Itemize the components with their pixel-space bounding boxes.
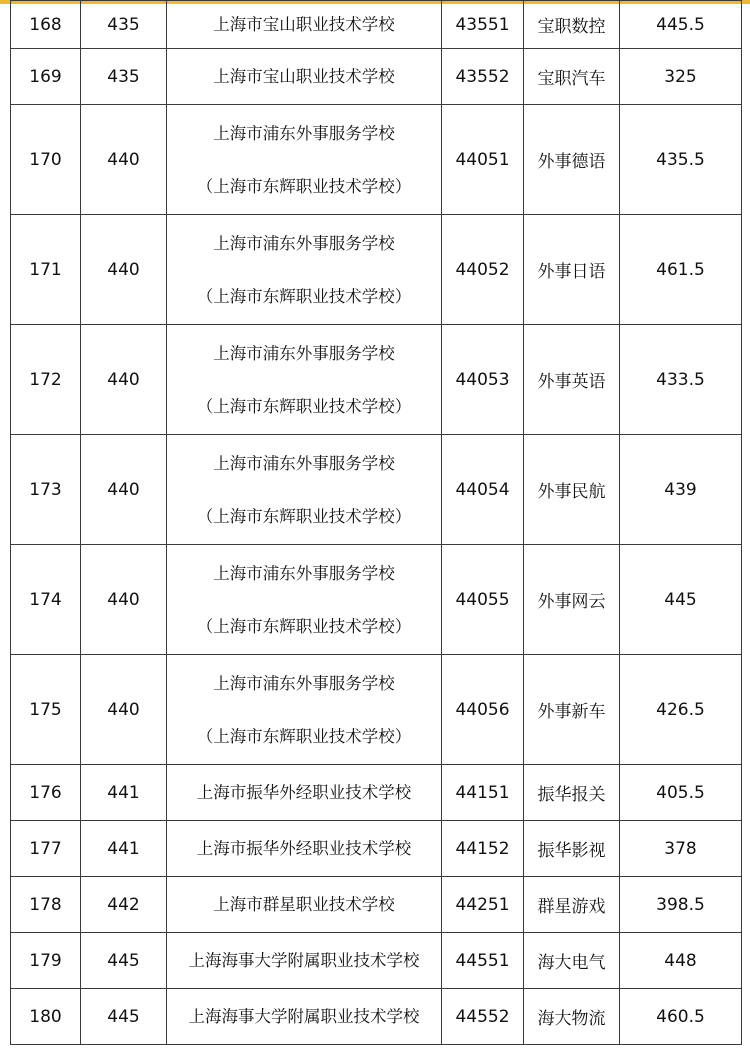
major-name-cell: 海大电气 bbox=[524, 933, 620, 989]
major-code-cell: 44151 bbox=[442, 765, 524, 821]
school-name-line: 上海市浦东外事服务学校 bbox=[213, 453, 395, 473]
school-name-line: 上海市浦东外事服务学校 bbox=[213, 673, 395, 693]
school-name-cell bbox=[167, 655, 442, 765]
admission-score-cell: 460.5 bbox=[620, 989, 742, 1045]
table-row bbox=[11, 765, 742, 821]
table-row bbox=[11, 989, 742, 1045]
school-name-cell bbox=[167, 435, 442, 545]
admission-score-cell: 426.5 bbox=[620, 655, 742, 765]
row-number-cell: 171 bbox=[11, 215, 81, 325]
school-code-cell: 435 bbox=[81, 1, 167, 49]
major-name-cell: 群星游戏 bbox=[524, 877, 620, 933]
table-row bbox=[11, 1, 742, 49]
row-number-cell: 174 bbox=[11, 545, 81, 655]
school-name-cell bbox=[167, 215, 442, 325]
admission-score-cell: 439 bbox=[620, 435, 742, 545]
school-code-cell: 440 bbox=[81, 215, 167, 325]
major-code-cell: 44054 bbox=[442, 435, 524, 545]
major-name-cell: 宝职数控 bbox=[524, 1, 620, 49]
admission-score-cell: 405.5 bbox=[620, 765, 742, 821]
school-code-cell: 435 bbox=[81, 49, 167, 105]
school-code-cell: 440 bbox=[81, 325, 167, 435]
admission-score-cell: 445 bbox=[620, 545, 742, 655]
school-code-cell: 445 bbox=[81, 933, 167, 989]
admission-score-cell: 325 bbox=[620, 49, 742, 105]
major-code-cell: 44052 bbox=[442, 215, 524, 325]
row-number-cell: 177 bbox=[11, 821, 81, 877]
school-name-line: 上海市振华外经职业技术学校 bbox=[196, 839, 412, 858]
row-number-cell: 168 bbox=[11, 1, 81, 49]
table-body bbox=[11, 1, 742, 1045]
school-name-line: 上海海事大学附属职业技术学校 bbox=[188, 1007, 420, 1026]
school-code-cell: 440 bbox=[81, 545, 167, 655]
school-name-line: 上海市浦东外事服务学校 bbox=[213, 233, 395, 253]
major-name-cell: 宝职汽车 bbox=[524, 49, 620, 105]
table-row bbox=[11, 435, 742, 545]
major-code-cell: 44056 bbox=[442, 655, 524, 765]
school-name-cell bbox=[167, 105, 442, 215]
school-name-line: 上海市浦东外事服务学校 bbox=[213, 343, 395, 363]
admission-score-cell: 445.5 bbox=[620, 1, 742, 49]
school-name-cell bbox=[167, 545, 442, 655]
school-name-cell bbox=[167, 877, 442, 933]
admission-score-table bbox=[10, 0, 742, 1045]
table-row bbox=[11, 655, 742, 765]
school-code-cell: 440 bbox=[81, 655, 167, 765]
major-name-cell: 外事新车 bbox=[524, 655, 620, 765]
row-number-cell: 170 bbox=[11, 105, 81, 215]
school-name-line: 上海海事大学附属职业技术学校 bbox=[188, 951, 420, 970]
major-name-cell: 外事网云 bbox=[524, 545, 620, 655]
school-code-cell: 441 bbox=[81, 765, 167, 821]
school-alt-name-line: （上海市东辉职业技术学校） bbox=[196, 506, 412, 526]
school-name-cell bbox=[167, 1, 442, 49]
table-row bbox=[11, 325, 742, 435]
school-alt-name-line: （上海市东辉职业技术学校） bbox=[196, 726, 412, 746]
major-code-cell: 44055 bbox=[442, 545, 524, 655]
admission-score-cell: 378 bbox=[620, 821, 742, 877]
school-name-cell bbox=[167, 49, 442, 105]
table-row bbox=[11, 821, 742, 877]
major-code-cell: 44053 bbox=[442, 325, 524, 435]
major-name-cell: 外事民航 bbox=[524, 435, 620, 545]
table-row bbox=[11, 933, 742, 989]
row-number-cell: 172 bbox=[11, 325, 81, 435]
major-name-cell: 振华报关 bbox=[524, 765, 620, 821]
major-name-cell: 海大物流 bbox=[524, 989, 620, 1045]
major-name-cell: 振华影视 bbox=[524, 821, 620, 877]
major-name-cell: 外事德语 bbox=[524, 105, 620, 215]
school-code-cell: 442 bbox=[81, 877, 167, 933]
school-alt-name-line: （上海市东辉职业技术学校） bbox=[196, 616, 412, 636]
school-name-line: 上海市群星职业技术学校 bbox=[213, 895, 395, 914]
admission-score-cell: 435.5 bbox=[620, 105, 742, 215]
major-name-cell: 外事英语 bbox=[524, 325, 620, 435]
row-number-cell: 178 bbox=[11, 877, 81, 933]
table-row bbox=[11, 545, 742, 655]
school-code-cell: 441 bbox=[81, 821, 167, 877]
school-code-cell: 440 bbox=[81, 435, 167, 545]
school-name-line: 上海市浦东外事服务学校 bbox=[213, 123, 395, 143]
row-number-cell: 169 bbox=[11, 49, 81, 105]
major-code-cell: 44551 bbox=[442, 933, 524, 989]
table-row bbox=[11, 215, 742, 325]
school-code-cell: 445 bbox=[81, 989, 167, 1045]
school-name-cell bbox=[167, 821, 442, 877]
school-code-cell: 440 bbox=[81, 105, 167, 215]
admission-score-cell: 448 bbox=[620, 933, 742, 989]
school-name-cell bbox=[167, 933, 442, 989]
major-name-cell: 外事日语 bbox=[524, 215, 620, 325]
row-number-cell: 176 bbox=[11, 765, 81, 821]
school-alt-name-line: （上海市东辉职业技术学校） bbox=[196, 286, 412, 306]
table-row bbox=[11, 49, 742, 105]
row-number-cell: 180 bbox=[11, 989, 81, 1045]
school-alt-name-line: （上海市东辉职业技术学校） bbox=[196, 396, 412, 416]
school-name-line: 上海市宝山职业技术学校 bbox=[213, 67, 395, 86]
row-number-cell: 179 bbox=[11, 933, 81, 989]
school-alt-name-line: （上海市东辉职业技术学校） bbox=[196, 176, 412, 196]
major-code-cell: 44051 bbox=[442, 105, 524, 215]
school-name-cell bbox=[167, 989, 442, 1045]
table-row bbox=[11, 105, 742, 215]
school-name-cell bbox=[167, 765, 442, 821]
major-code-cell: 44552 bbox=[442, 989, 524, 1045]
admission-score-cell: 461.5 bbox=[620, 215, 742, 325]
school-name-line: 上海市浦东外事服务学校 bbox=[213, 563, 395, 583]
admission-score-cell: 398.5 bbox=[620, 877, 742, 933]
row-number-cell: 173 bbox=[11, 435, 81, 545]
row-number-cell: 175 bbox=[11, 655, 81, 765]
major-code-cell: 43551 bbox=[442, 1, 524, 49]
major-code-cell: 43552 bbox=[442, 49, 524, 105]
school-name-cell bbox=[167, 325, 442, 435]
school-name-line: 上海市宝山职业技术学校 bbox=[213, 15, 395, 34]
admission-score-cell: 433.5 bbox=[620, 325, 742, 435]
major-code-cell: 44251 bbox=[442, 877, 524, 933]
table-row bbox=[11, 877, 742, 933]
school-name-line: 上海市振华外经职业技术学校 bbox=[196, 783, 412, 802]
major-code-cell: 44152 bbox=[442, 821, 524, 877]
